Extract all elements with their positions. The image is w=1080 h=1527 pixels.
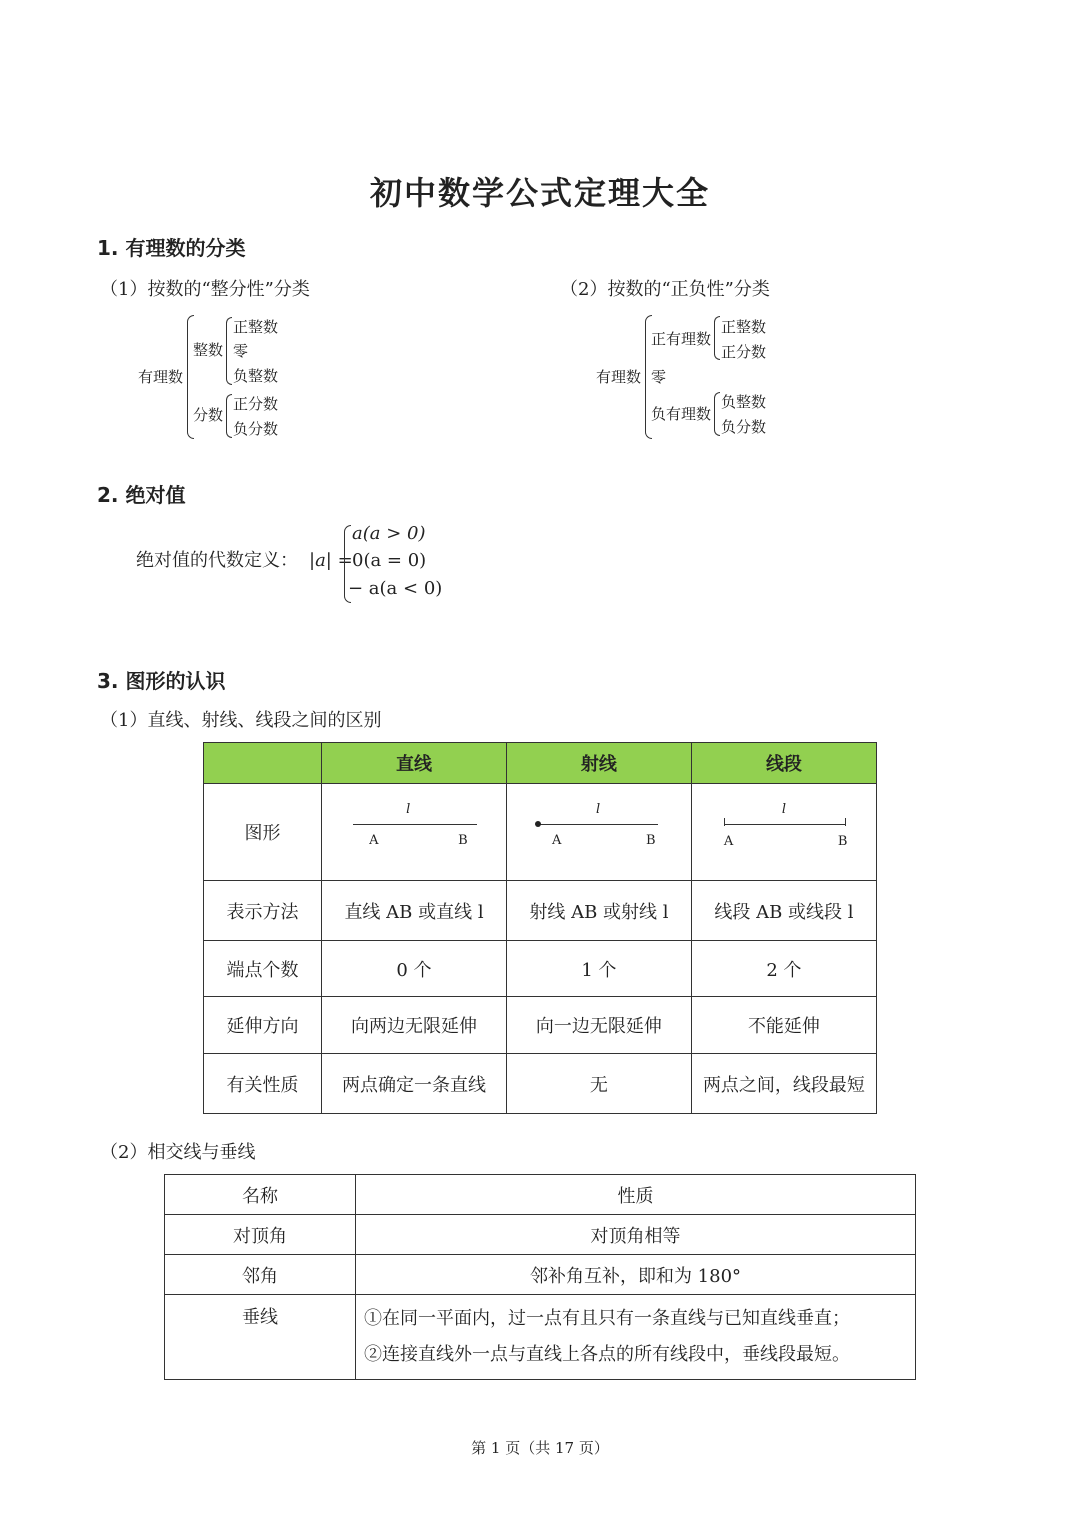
point-a-label: A: [551, 833, 562, 848]
brace: [226, 394, 232, 438]
brace: [714, 316, 720, 360]
point-b-label: B: [458, 833, 468, 848]
ray-endpoint-dot: [535, 821, 541, 827]
table-cell: 延伸方向: [204, 997, 322, 1054]
tree-leaf: 负整数: [721, 393, 767, 411]
point-b-label: B: [645, 833, 656, 848]
figure-cell-segment: [691, 784, 876, 881]
segment-tick: [845, 818, 846, 826]
segment-stroke: [725, 824, 845, 825]
page-title: 初中数学公式定理大全: [369, 174, 710, 212]
table-header-cell: 线段: [691, 743, 876, 784]
table-cell: 2 个: [691, 941, 876, 997]
table-header-cell: 性质: [356, 1175, 916, 1215]
table-cell: 邻角: [165, 1255, 356, 1295]
ray-label-l: l: [595, 802, 601, 817]
tree-leaf: 正分数: [233, 395, 279, 413]
table-cell: 有关性质: [204, 1054, 322, 1114]
table-cell: 0 个: [322, 941, 507, 997]
segment-label-l: l: [781, 802, 787, 817]
table-header-cell: 名称: [165, 1175, 356, 1215]
line-label-l: l: [406, 802, 411, 817]
table-cell: 射线 AB 或射线 l: [506, 881, 691, 941]
abs-case: a(a > 0): [352, 523, 426, 544]
tree-leaf: 负整数: [233, 367, 279, 385]
table-cell: 直线 AB 或直线 l: [322, 881, 507, 941]
tree-node: 正有理数: [651, 330, 712, 348]
ray-stroke: [538, 824, 658, 825]
section-heading-rational: 1. 有理数的分类: [97, 236, 246, 260]
table-cell: 表示方法: [204, 881, 322, 941]
abs-lhs: |a| =: [309, 550, 353, 571]
tree-leaf: 零: [233, 342, 249, 360]
table-header-cell: [204, 743, 322, 784]
caption-right: （2）按数的“正负性”分类: [560, 279, 770, 300]
abs-label: 绝对值的代数定义：: [136, 550, 298, 571]
table-cell: 两点确定一条直线: [322, 1054, 507, 1114]
property-line: ①在同一平面内，过一点有且只有一条直线与已知直线垂直；: [364, 1308, 850, 1329]
table-cell: 垂线: [165, 1295, 356, 1380]
table-cell: 1 个: [506, 941, 691, 997]
table-cell: 端点个数: [204, 941, 322, 997]
caption-left: （1）按数的“整分性”分类: [100, 279, 310, 300]
table-header-row: [165, 1175, 916, 1215]
segment-figure: [693, 786, 875, 878]
tree-root: 有理数: [596, 368, 642, 386]
table-cell: 向两边无限延伸: [322, 997, 507, 1054]
table-header-cell: 射线: [506, 743, 691, 784]
table-cell: 无: [506, 1054, 691, 1114]
table-row: [204, 941, 877, 997]
tree-leaf: 负分数: [233, 420, 279, 438]
property-line: ②连接直线外一点与直线上各点的所有线段中，垂线段最短。: [364, 1344, 850, 1365]
table-cell: 邻补角互补，即和为 180°: [356, 1255, 916, 1295]
tree-node: 整数: [193, 341, 224, 359]
table-row: [165, 1215, 916, 1255]
brace: [226, 317, 232, 385]
table-row: [165, 1295, 916, 1380]
point-b-label: B: [837, 834, 848, 849]
ray-figure: [508, 786, 690, 878]
table-cell: 两点之间，线段最短: [691, 1054, 876, 1114]
table-cell: 向一边无限延伸: [506, 997, 691, 1054]
sub-caption-lines: （1）直线、射线、线段之间的区别: [100, 710, 382, 731]
section-heading-abs: 2. 绝对值: [97, 483, 186, 507]
tree-node: 零: [651, 368, 667, 386]
line-stroke: [353, 824, 477, 825]
table-row: [204, 784, 877, 881]
table-row: [165, 1255, 916, 1295]
table-header-cell: 直线: [322, 743, 507, 784]
tree-root: 有理数: [138, 368, 184, 386]
table-header-row: [204, 743, 877, 784]
point-a-label: A: [723, 834, 734, 849]
tree-node: 分数: [193, 406, 224, 424]
table-cell: 图形: [204, 784, 322, 881]
brace: [714, 392, 720, 436]
tree-leaf: 负分数: [721, 418, 767, 436]
figure-cell-line: [322, 784, 507, 881]
abs-case: − a(a < 0): [348, 578, 443, 599]
table-cell: 对顶角相等: [356, 1215, 916, 1255]
table-row: [204, 997, 877, 1054]
tree-leaf: 正分数: [721, 343, 767, 361]
line-figure: [323, 786, 505, 878]
sub-caption-intersect: （2）相交线与垂线: [100, 1142, 256, 1163]
table-cell: 不能延伸: [691, 997, 876, 1054]
table-cell: 线段 AB 或线段 l: [691, 881, 876, 941]
table-row: [204, 1054, 877, 1114]
page-footer: 第 1 页（共 17 页）: [471, 1439, 609, 1457]
tree-leaf: 正整数: [233, 318, 279, 336]
abs-case: 0(a = 0): [352, 550, 427, 571]
table-cell: 对顶角: [165, 1215, 356, 1255]
lines-table: [203, 742, 877, 1114]
point-a-label: A: [369, 833, 379, 848]
table-row: [204, 881, 877, 941]
segment-tick: [724, 818, 725, 826]
section-heading-shapes: 3. 图形的认识: [97, 669, 226, 693]
table-cell: [356, 1295, 916, 1380]
figure-cell-ray: [506, 784, 691, 881]
tree-leaf: 正整数: [721, 318, 767, 336]
intersect-table: [164, 1174, 916, 1380]
tree-node: 负有理数: [651, 405, 712, 423]
